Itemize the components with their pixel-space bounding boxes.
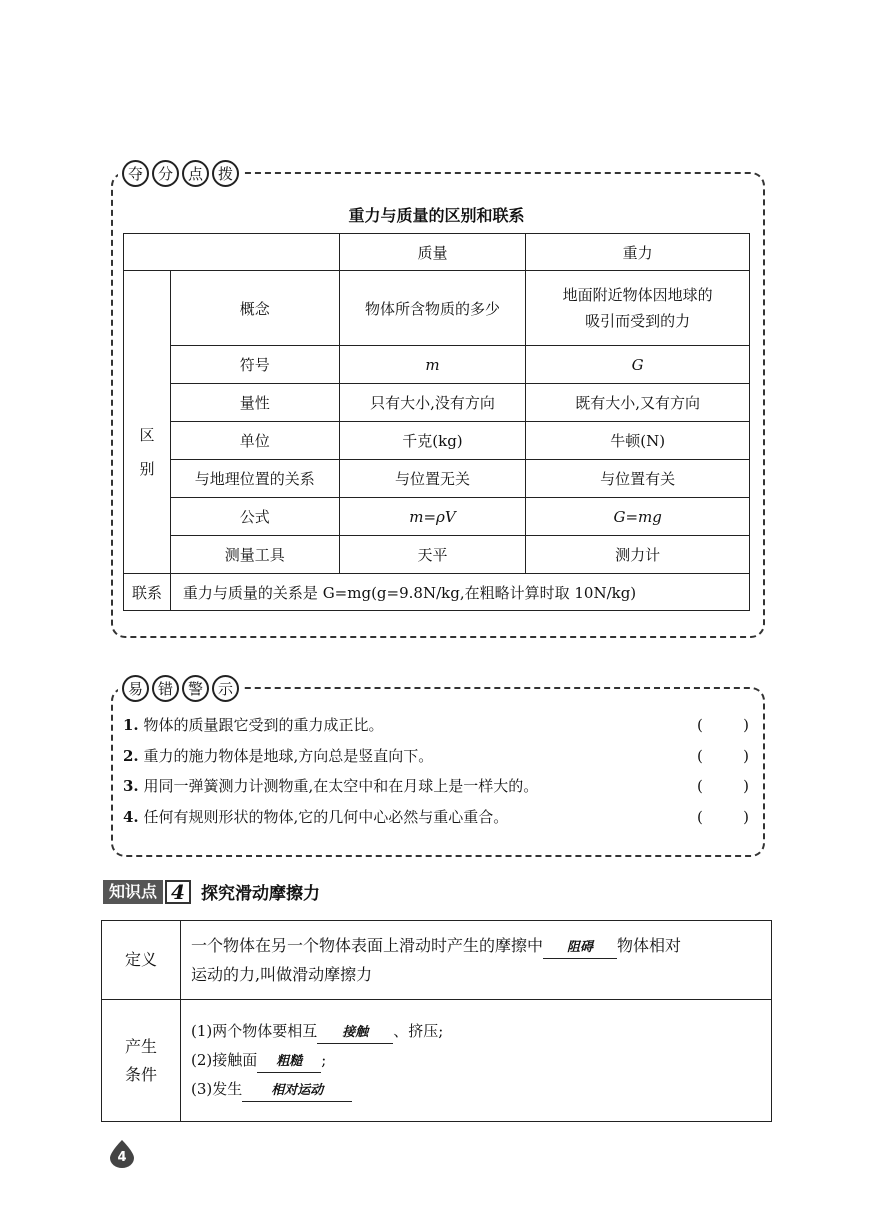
mass-cell: m [339,346,526,384]
item-text: 用同一弹簧测力计测物重,在太空中和在月球上是一样大的。 [143,777,539,795]
tag-char: 分 [152,160,179,187]
fill-blank[interactable]: 阻碍 [543,938,617,959]
table-row [124,346,750,384]
paren-open: ( [697,777,703,795]
gravity-line: 地面附近物体因地球的 [562,286,713,304]
condition-line [191,1017,761,1046]
fill-blank[interactable]: 相对运动 [242,1081,352,1102]
link-row [124,574,750,611]
gravity-cell [526,271,750,346]
paren-open: ( [697,716,703,734]
conditions-body [181,1000,772,1122]
answer-blank[interactable] [697,710,749,741]
fill-blank[interactable]: 接触 [317,1023,393,1044]
gravity-cell: G=mg [526,498,750,536]
knowledge-point-badge: 知识点 [103,880,163,904]
item-number: 4. [123,807,139,826]
mass-cell: 物体所含物质的多少 [339,271,526,346]
group-label-char: 别 [139,460,155,478]
mass-cell: 千克(kg) [339,422,526,460]
definition-text: 物体相对 [617,936,682,955]
condition-line [191,1046,761,1075]
conditions-label-line: 产生 [124,1036,157,1056]
attr-cell: 测量工具 [170,536,339,574]
tag-char: 警 [182,675,209,702]
list-item [123,802,753,833]
page-number-badge [110,1140,134,1168]
paren-close: ) [743,807,749,826]
list-item [123,710,753,741]
definition-label: 定义 [102,921,181,1000]
condition-text: (1)两个物体要相互 [191,1022,318,1040]
table-row [124,271,750,346]
gravity-cell: 牛顿(N) [526,422,750,460]
gravity-line: 吸引而受到的力 [585,312,691,330]
item-text: 任何有规则形状的物体,它的几何中心必然与重心重合。 [143,807,509,826]
answer-blank[interactable] [697,802,749,833]
answer-blank[interactable] [697,741,749,772]
table-row [124,460,750,498]
gravity-cell: 与位置有关 [526,460,750,498]
table-row [124,536,750,574]
tag-char: 易 [122,675,149,702]
header-gravity: 重力 [526,234,750,271]
header-mass: 质量 [339,234,526,271]
condition-text: (3)发生 [191,1080,243,1098]
empty-header-cell [124,234,340,271]
mistakes-section-tag [118,675,243,702]
mistake-list [123,710,753,832]
conditions-label [102,1000,181,1122]
group-label-char: 区 [139,426,155,444]
table-row [124,498,750,536]
attr-cell: 单位 [170,422,339,460]
tag-char: 错 [152,675,179,702]
mass-gravity-table [123,233,750,611]
paren-close: ) [743,777,749,795]
gravity-cell: 测力计 [526,536,750,574]
group-label-difference [124,271,171,574]
table-row [124,384,750,422]
mass-cell: 天平 [339,536,526,574]
tag-char: 点 [182,160,209,187]
list-item [123,771,753,802]
page-number: 4 [117,1150,127,1165]
table-title: 重力与质量的区别和联系 [348,206,525,225]
condition-text: (2)接触面 [191,1051,258,1069]
condition-text: ; [321,1051,327,1069]
definition-body [181,921,772,1000]
knowledge-point-heading [103,879,320,904]
conditions-row [102,1000,772,1122]
paren-close: ) [743,746,749,765]
condition-text: 、挤压; [393,1022,444,1040]
gravity-cell: 既有大小,又有方向 [526,384,750,422]
paren-open: ( [697,807,703,826]
item-number: 3. [123,777,139,795]
tag-char: 示 [212,675,239,702]
item-text: 物体的质量跟它受到的重力成正比。 [143,716,384,734]
attr-cell: 量性 [170,384,339,422]
table-header-row [124,234,750,271]
mass-cell: m=ρV [339,498,526,536]
attr-cell: 公式 [170,498,339,536]
link-text: 重力与质量的关系是 G=mg(g=9.8N/kg,在粗略计算时取 10N/kg) [170,574,749,611]
attr-cell: 符号 [170,346,339,384]
answer-blank[interactable] [697,771,749,802]
item-text: 重力的施力物体是地球,方向总是竖直向下。 [143,746,434,765]
mass-cell: 与位置无关 [339,460,526,498]
knowledge-point-number: 4 [165,880,191,904]
fill-blank[interactable]: 粗糙 [257,1052,321,1073]
friction-definition-table [101,920,772,1122]
definition-text: 运动的力,叫做滑动摩擦力 [191,965,373,984]
mass-cell: 只有大小,没有方向 [339,384,526,422]
conditions-label-line: 条件 [124,1064,157,1084]
link-label: 联系 [124,574,171,611]
tips-section-tag [118,160,243,187]
attr-cell: 概念 [170,271,339,346]
knowledge-point-title: 探究滑动摩擦力 [201,884,321,904]
item-number: 1. [123,716,139,734]
list-item [123,741,753,772]
paren-open: ( [697,746,703,765]
condition-line [191,1075,761,1104]
attr-cell: 与地理位置的关系 [170,460,339,498]
table-row [124,422,750,460]
definition-text: 一个物体在另一个物体表面上滑动时产生的摩擦中 [191,936,544,955]
paren-close: ) [743,716,749,734]
item-number: 2. [123,746,139,765]
tag-char: 夺 [122,160,149,187]
tag-char: 拨 [212,160,239,187]
gravity-cell: G [526,346,750,384]
definition-row [102,921,772,1000]
